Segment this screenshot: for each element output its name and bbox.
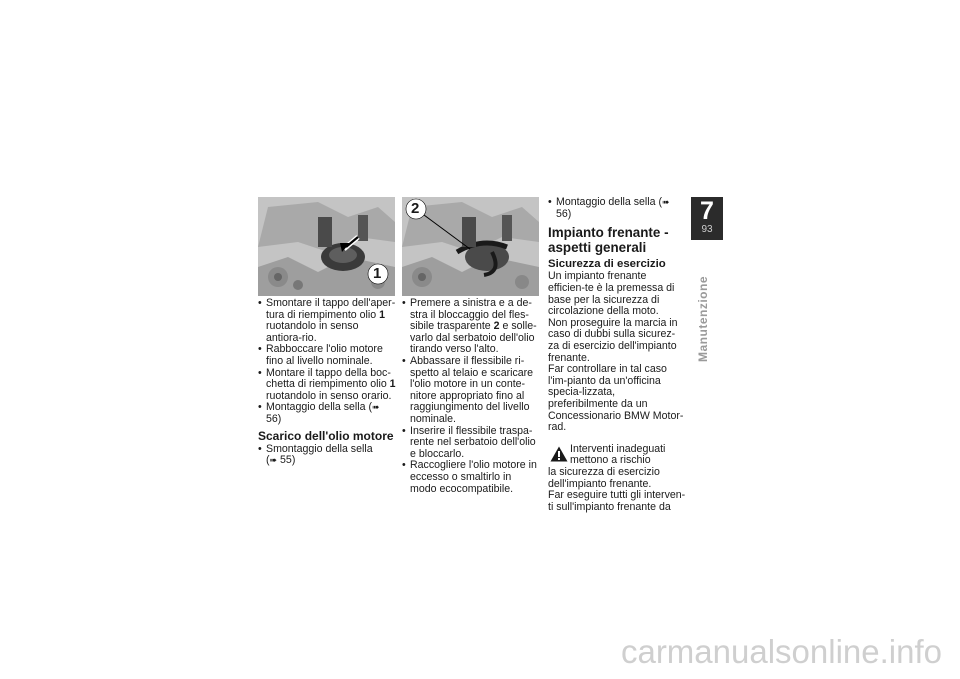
list-item: • Smontaggio della sella (➠ 55) xyxy=(258,444,396,467)
oil-drain-steps xyxy=(258,444,396,467)
photo-oil-filler-cap xyxy=(258,197,395,296)
list-item: • Smontare il tappo dell'aper-tura di riempimento olio 1 ruotandolo in senso antiora-rio. xyxy=(258,298,396,344)
list-item: • Abbassare il flessibile ri-spetto al telaio e scaricare l'olio motore in un conte-nitore appropriato fino al raggiungimento del livello nominale. xyxy=(402,356,540,426)
list-item: • Raccogliere l'olio motore in eccesso o smaltirlo in modo ecocompatibile. xyxy=(402,460,540,495)
paragraph: Un impianto frenante efficien-te è la premessa di base per la sicurezza di circolazione della moto. xyxy=(548,270,675,318)
paragraph: Non proseguire la marcia in caso di dubbi sulla sicurez-za di esercizio dell'impianto frenante. xyxy=(548,316,678,364)
list-item: • Inserire il flessibile traspa-rente nel serbatoio dell'olio e bloccarlo. xyxy=(402,426,540,461)
hose-steps xyxy=(402,298,540,495)
list-item: • Premere a sinistra e a de-stra il bloccaggio del fles-sibile trasparente 2 e solle-varlo dal serbatoio dell'olio tirando verso l'alto. xyxy=(402,298,540,356)
oil-fill-steps xyxy=(258,298,396,426)
section-heading: Scarico dell'olio motore xyxy=(258,428,394,443)
warning-notice: Interventi inadeguati mettono a rischio la sicurezza di esercizio dell'impianto frenante. xyxy=(548,442,666,490)
arrow-right-icon: ➠ xyxy=(662,197,670,207)
figure-label-1: 1 xyxy=(373,265,382,282)
figure-label-2: 2 xyxy=(411,200,420,217)
column-3 xyxy=(548,197,686,513)
subsection-title-safety: Sicurezza di esercizio xyxy=(548,258,666,270)
photo-hose-drawing xyxy=(402,197,539,296)
paragraph: Far controllare in tal caso l'im-pianto da un'officina specia-lizzata, preferibilmente da un Concessionario BMW Motor-rad. xyxy=(548,363,684,434)
column-2 xyxy=(402,197,540,495)
section-title-brakes: Impianto frenante - aspetti generali xyxy=(548,225,669,255)
chapter-side-title: Manutenzione xyxy=(696,276,710,362)
list-item: • Montare il tappo della boc-chetta di riempimento olio 1 ruotandolo in senso orario. xyxy=(258,368,396,403)
arrow-right-icon: ➠ xyxy=(269,455,278,466)
warning-triangle-icon xyxy=(550,446,568,462)
list-item: • Montaggio della sella (➠ 56) xyxy=(548,197,686,220)
seat-step xyxy=(548,197,686,220)
list-item: • Montaggio della sella (➠ 56) xyxy=(258,402,396,425)
column-1 xyxy=(258,197,396,467)
page-number: 93 xyxy=(701,224,713,235)
photo-transparent-hose xyxy=(402,197,539,296)
chapter-tab xyxy=(691,197,723,240)
watermark: carmanualsonline.info xyxy=(620,633,942,670)
chapter-number: 7 xyxy=(700,197,714,225)
arrow-right-icon: ➠ xyxy=(372,402,380,413)
paragraph: Far eseguire tutti gli interven-ti sull'impianto frenante da xyxy=(548,489,686,513)
list-item: • Rabboccare l'olio motore fino al livello nominale. xyxy=(258,344,396,367)
